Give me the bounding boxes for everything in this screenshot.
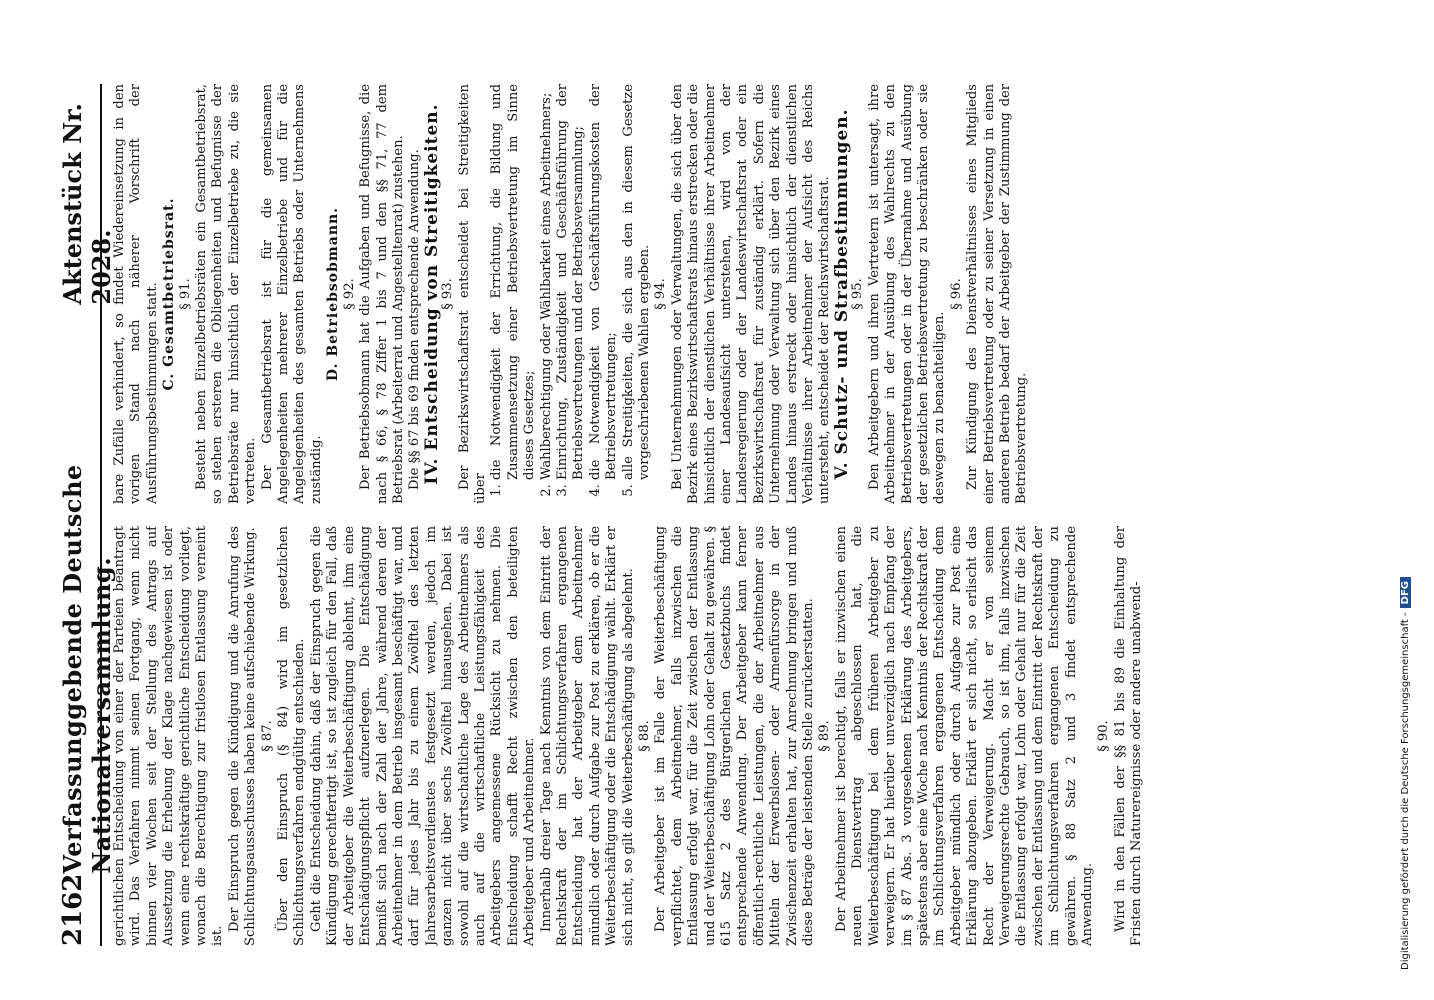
list-item: 4. die Notwendigkeit von Geschäftsführungskosten der Betriebsvertretungen; xyxy=(588,84,621,480)
paragraph: Wird in den Fällen der §§ 81 bis 89 die Einhaltung der Fristen durch Naturereignisse oder andere unabwend- xyxy=(1112,526,1145,946)
section-number: § 91. xyxy=(177,278,193,310)
paragraph: Über den Einspruch (§ 84) wird im gesetzlichen Schlichtungsverfahren endgültig entschieden. xyxy=(276,526,308,946)
chapter-heading: V. Schutz- und Strafbestimmungen. xyxy=(831,108,852,480)
right-column xyxy=(112,84,1327,504)
paragraph: Innerhalb dreier Tage nach Kenntnis von dem Eintritt der Rechtskraft der im Schlichtungsverfahren ergangenen Entscheidung hat der Arbeitgeber dem Arbeitnehmer mündlich oder durch Aufgabe zur Post zu erklären, ob er die Weiterbeschäftigung oder die Entschädigung wählt. Erklärt er sich nicht, so gilt die Weiterbeschäftigung als abgelehnt. xyxy=(538,526,636,946)
section-number: § 87. xyxy=(259,720,275,752)
list-item: 5. alle Streitigkeiten, die sich aus den in diesem Gesetze vorgeschriebenen Wahlen ergeben. xyxy=(621,84,654,480)
paragraph: Den Arbeitgebern und ihren Vertretern ist untersagt, ihre Arbeitnehmer in der Ausübung des Wahlrechts zu den Betriebsvertretungen oder in der Übernahme und Ausübung der gesetzlichen Betriebsvertretung zu beschränken oder sie deswegen zu benachteiligen. xyxy=(866,84,948,504)
numbered-list xyxy=(489,84,653,504)
section-number: § 93. xyxy=(440,278,456,310)
section-number: § 90. xyxy=(1096,720,1112,752)
paragraph: Der Arbeitnehmer ist berechtigt, falls er inzwischen einen neuen Dienstvertrag abgeschlossen hat, die Weiterbeschäftigung bei dem früheren Arbeitgeber zu verweigern. Er hat hierüber unverzüglich nach Empfang der im § 87 Abs. 3 vorgesehenen Erklärung des Arbeitgebers, spätestens aber eine Woche nach Kenntnis der Rechtskraft der im Schlichtungsverfahren ergangenen Entscheidung dem Arbeitgeber mündlich oder durch Aufgabe zur Post eine Erklärung abzugeben. Erklärt er sich nicht, so erlischt das Recht der Verweigerung. Macht er von seinem Verweigerungsrechte Gebrauch, so ist ihm, falls inzwischen die Entlassung erfolgt war, Lohn oder Gehalt nur für die Zeit zwischen der Entlassung und dem Eintritt der Rechtskraft der im Schlichtungsverfahren ergangenen Entscheidung zu gewähren. § 88 Satz 2 und 3 findet entsprechende Anwendung. xyxy=(833,526,1095,946)
paragraph: Besteht neben Einzelbetriebsräten ein Gesamtbetriebsrat, so stehen ersteren die Obliegenheiten und Befugnisse der Betriebsräte nur hinsichtlich der Einzelbetriebe zu, die sie vertreten. xyxy=(194,84,259,504)
paragraph: Die §§ 67 bis 69 finden entsprechende Anwendung. xyxy=(407,149,423,490)
document-page xyxy=(50,70,1340,960)
paragraph: Bei Unternehmungen oder Verwaltungen, die sich über den Bezirk eines Bezirkswirtschaftsrats hinaus erstrecken oder die hinsichtlich der dienstlichen Verhältnisse ihrer Arbeitnehmer einer Landesaufsicht unterstehen, wird von der Landesregierung oder der Landeswirtschaftsrat oder ein Bezirkswirtschaftsrat für zuständig erklärt. Sofern die Unternehmung oder Verwaltung sich über den Bezirk eines Landes hinaus erstreckt oder hinsichtlich der dienstlichen Verhältnisse ihrer Arbeitnehmer der Aufsicht des Reichs untersteht, entscheidet der Reichswirtschaftsrat. xyxy=(669,84,833,504)
paragraph: bare Zufälle verhindert, so findet Wiedereinsetzung in den vorigen Stand nach näherer Vorschrift der Ausführungsbestimmungen statt. xyxy=(112,84,160,504)
digitization-credit xyxy=(1400,577,1411,970)
paragraph: Der Betriebsobmann hat die Aufgaben und Befugnisse, die nach § 66, § 78 Ziffer 1 bis 7 und den §§ 71, 77 dem Betriebsrat (Arbeiterrat und Angestelltenrat) zustehen. xyxy=(358,84,406,504)
paragraph: Der Einspruch gegen die Kündigung und die Anrufung des Schlichtungsausschusses haben keine aufschiebende Wirkung. xyxy=(226,526,259,946)
section-number: § 95. xyxy=(850,278,866,310)
list-item: 3. Einrichtung, Zuständigkeit und Geschäftsführung der Betriebsvertretungen und der Betriebsversammlung; xyxy=(555,84,588,480)
page-number: 2162 xyxy=(58,873,88,946)
credit-text: Digitalisierung gefördert durch die Deutsche Forschungsgemeinschaft - xyxy=(1400,612,1411,970)
paragraph: Zur Kündigung des Dienstverhältnisses eines Mitglieds einer Betriebsvertretung oder zu seiner Versetzung in einen anderen Betrieb bedarf der Arbeitgeber der Zustimmung der Betriebsvertretung. xyxy=(965,84,1030,504)
page-title: Verfassunggebende Deutsche Nationalversammlung. xyxy=(58,464,116,874)
chapter-heading: IV. Entscheidung von Streitigkeiten. xyxy=(421,103,442,485)
paragraph: Der Arbeitgeber ist im Falle der Weiterbeschäftigung verpflichtet, dem Arbeitnehmer, falls inzwischen die Entlassung erfolgt war, für die Zeit zwischen der Entlassung und der Weiterbeschäftigung Lohn oder Gehalt zu gewähren. § 615 Satz 2 des Bürgerlichen Gesetzbuchs findet entsprechende Anwendung. Der Arbeitgeber kann ferner öffentlich-rechtliche Leistungen, die der Arbeitnehmer aus Mitteln der Erwerbslosen- oder Armenfürsorge in der Zwischenzeit erhalten hat, zur Anrechnung bringen und muß diese Beträge der leistenden Stelle zurückerstatten. xyxy=(653,526,817,946)
text-columns xyxy=(112,84,1327,946)
paragraph: gerichtlichen Entscheidung von einer der Parteien beantragt wird. Das Verfahren nimmt seinen Fortgang, wenn nicht binnen vier Wochen seit der Stellung des Antrags auf Aussetzung die Erhebung der Klage nachgewiesen ist oder wenn eine rechtskräftige gerichtliche Entscheidung vorliegt, wonach die Berechtigung zur fristlosen Entlassung verneint ist. xyxy=(112,526,226,946)
paragraph: Der Bezirkswirtschaftsrat entscheidet bei Streitigkeiten über xyxy=(456,84,488,504)
section-number: § 92. xyxy=(341,278,357,310)
left-column xyxy=(112,526,1327,946)
list-item: 2. Wahlberechtigung oder Wählbarkeit eines Arbeitnehmers; xyxy=(539,84,555,480)
section-number: § 96. xyxy=(948,278,964,310)
paragraph: Der Gesamtbetriebsrat ist für die gemeinsamen Angelegenheiten mehrerer Einzelbetriebe und für die Angelegenheiten des gesamten Betriebs oder Unternehmens zuständig. xyxy=(259,84,324,504)
document-reference: Aktenstück Nr. 2028. xyxy=(58,103,116,305)
section-number: § 94. xyxy=(653,278,669,310)
section-heading: C. Gesamtbetriebsrat. xyxy=(161,197,178,391)
dfg-logo: DFG xyxy=(1400,577,1411,608)
list-item: 1. die Notwendigkeit der Errichtung, die Bildung und Zusammensetzung einer Betriebsvertretung im Sinne dieses Gesetzes; xyxy=(489,84,538,480)
section-number: § 89. xyxy=(817,720,833,752)
section-number: § 88. xyxy=(637,720,652,752)
page-header xyxy=(58,84,116,946)
paragraph: Geht die Entscheidung dahin, daß der Einspruch gegen die Kündigung gerechtfertigt ist, so ist zugleich für den Fall, daß der Arbeitgeber die Weiterbeschäftigung ablehnt, ihm eine Entschädigungspflicht aufzuerlegen. Die Entschädigung bemißt sich nach der Zahl der Jahre, während deren der Arbeitnehmer in dem Betrieb insgesamt beschäftigt war, und darf für jedes Jahr bis zu einem Zwölftel des letzten Jahresarbeitsverdienstes festgesetzt werden, jedoch im ganzen nicht über sechs Zwölftel hinausgehen. Dabei ist sowohl auf die wirtschaftliche Lage des Arbeitnehmers als auch auf die wirtschaftliche Leistungsfähigkeit des Arbeitgebers angemessene Rücksicht zu nehmen. Die Entscheidung schafft Recht zwischen den beteiligten Arbeitgeber und Arbeitnehmer. xyxy=(308,526,538,946)
section-heading: D. Betriebsobmann. xyxy=(325,206,342,382)
